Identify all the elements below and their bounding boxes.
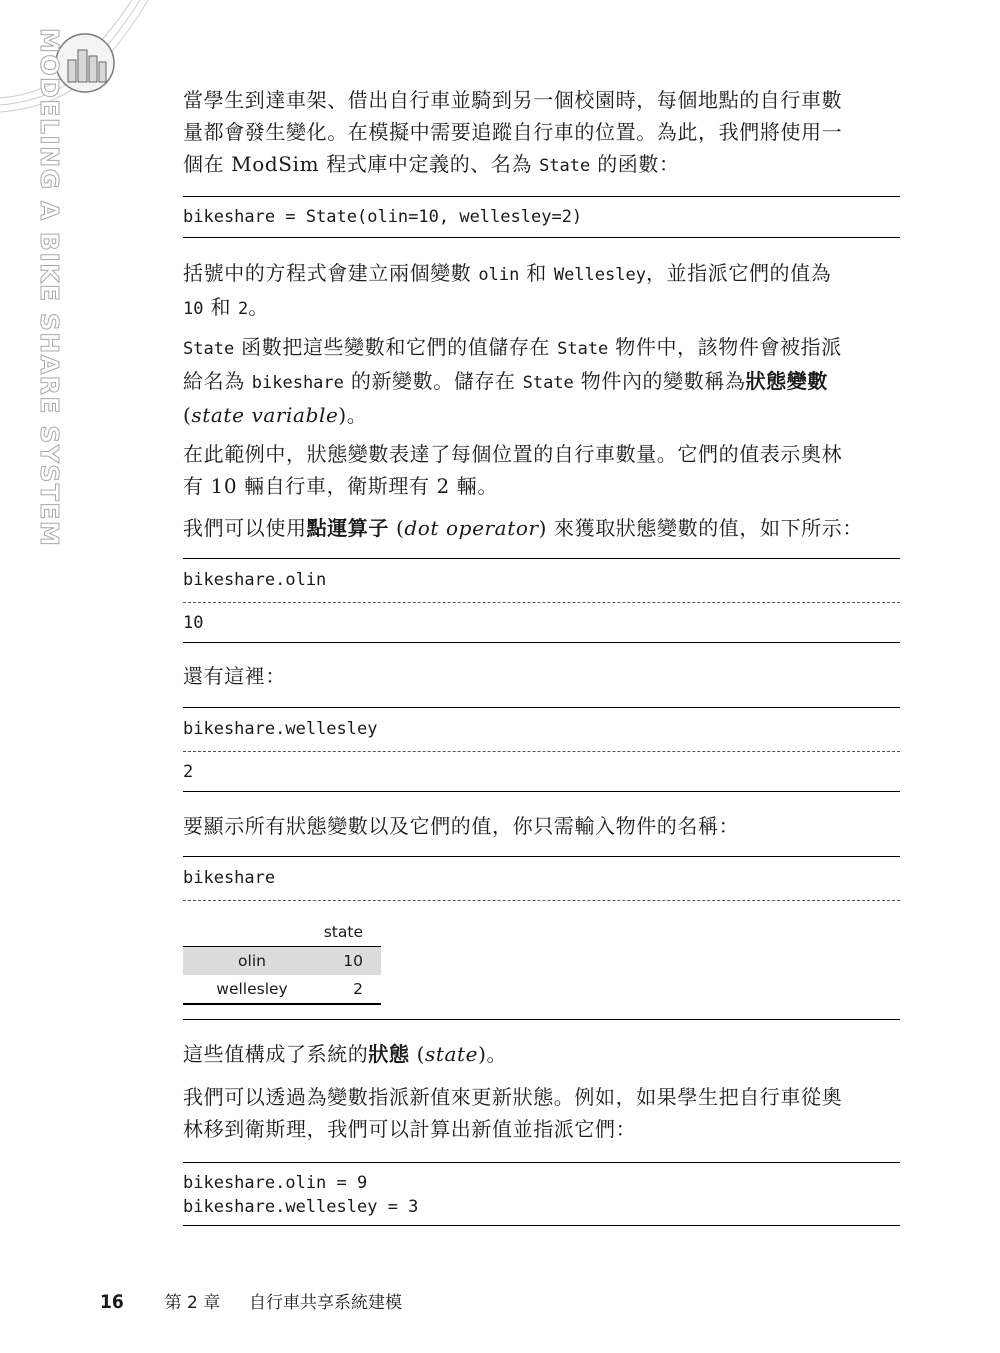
chapter-number: 第 2 章 — [164, 1293, 221, 1313]
code-block-bikeshare-table — [183, 856, 900, 1020]
code-block-olin — [183, 558, 900, 643]
paragraph-state-object: State 函數把這些變數和它們的值儲存在 State 物件中，該物件會被指派 給名為 bikeshare 的新變數。儲存在 State 物件內的變數稱為狀態變數 (state variable)。 — [183, 335, 842, 427]
cell-value: 2 — [353, 980, 363, 998]
code-input: bikeshare.wellesley — [183, 719, 378, 739]
chapter-side-title: MODELING A BIKE SHARE SYSTEM — [35, 28, 64, 548]
page-footer — [100, 1288, 402, 1313]
divider — [183, 900, 900, 901]
table-row — [183, 975, 381, 1004]
chapter-title: 自行車共享系統建模 — [249, 1293, 403, 1313]
code-block-update — [183, 1162, 900, 1226]
paragraph-also-here: 還有這裡： — [183, 664, 286, 688]
page-number: 16 — [100, 1291, 124, 1313]
code-output: 10 — [183, 613, 204, 633]
paragraph-dot-operator: 我們可以使用點運算子 (dot operator) 來獲取狀態變數的值，如下所示： — [183, 516, 864, 540]
paragraph-update-state: 我們可以透過為變數指派新值來更新狀態。例如，如果學生把自行車從奧 林移到衛斯理，我們可以計算出新值並指派它們： — [183, 1085, 843, 1141]
code-input: bikeshare = State(olin=10, wellesley=2) — [183, 207, 583, 227]
row-label: olin — [238, 952, 266, 970]
table-row — [183, 947, 381, 976]
row-label: wellesley — [216, 980, 288, 998]
code-input-line: bikeshare.wellesley = 3 — [183, 1197, 419, 1217]
code-block-wellesley — [183, 707, 900, 792]
table-header-row — [183, 918, 381, 947]
paragraph-variables: 括號中的方程式會建立兩個變數 olin 和 Wellesley，並指派它們的值為 10 和 2。 — [183, 261, 832, 319]
code-input: bikeshare.olin — [183, 570, 327, 590]
cell-value: 10 — [343, 952, 363, 970]
code-block-state-definition — [183, 196, 900, 238]
paragraph-state-meaning: 這些值構成了系統的狀態 (state)。 — [183, 1042, 508, 1066]
paragraph-intro: 當學生到達車架、借出自行車並騎到另一個校園時，每個地點的自行車數 量都會發生變化。在模擬中需要追蹤自行車的位置。為此，我們將使用一 個在 ModSim 程式庫中定義的、名為 State 的函數： — [183, 88, 843, 176]
column-header: state — [313, 918, 381, 947]
code-input: bikeshare — [183, 868, 276, 888]
code-input-line: bikeshare.olin = 9 — [183, 1173, 368, 1193]
state-dataframe — [183, 918, 381, 1005]
paragraph-example: 在此範例中，狀態變數表達了每個位置的自行車數量。它們的值表示奧林 有 10 輛自行車，衛斯理有 2 輛。 — [183, 442, 843, 498]
code-output: 2 — [183, 762, 194, 782]
paragraph-display-all: 要顯示所有狀態變數以及它們的值，你只需輸入物件的名稱： — [183, 814, 740, 838]
